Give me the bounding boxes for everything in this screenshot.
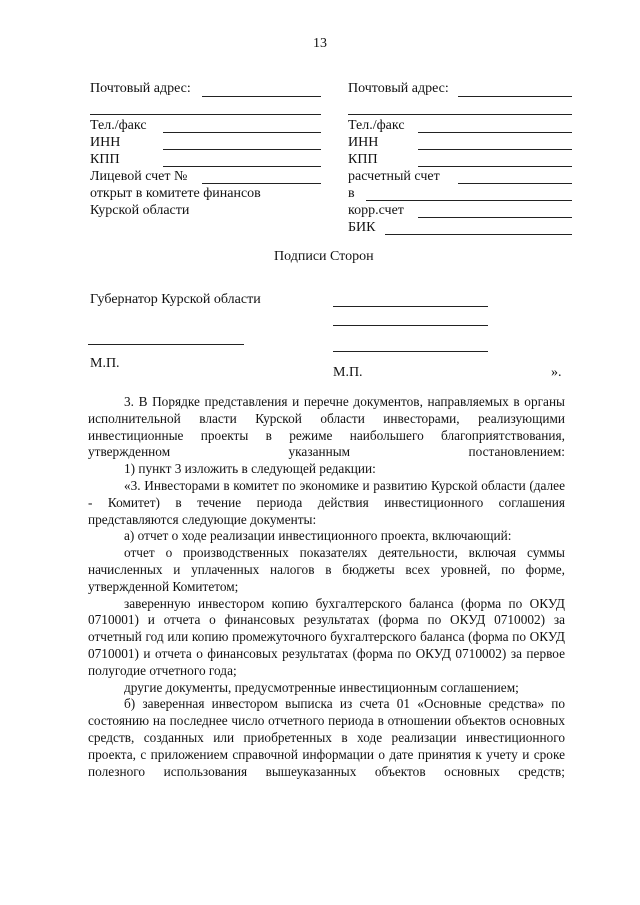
right-postal-address-label: Почтовый адрес: (348, 81, 449, 96)
left-postal-address-line-2 (90, 114, 321, 115)
left-postal-address-line (202, 96, 321, 97)
mp-left: М.П. (90, 356, 120, 371)
signatures-heading: Подписи Сторон (274, 249, 374, 264)
right-signature-line-3 (333, 351, 488, 352)
left-account-line (202, 183, 321, 184)
paragraph-5: отчет о производственных показателях деятельности, включая суммы начисленных и уплаченных налогов в бюджеты всех уровней, по форме, утвержденной Комитетом; (88, 545, 565, 594)
left-account-label: Лицевой счет № (90, 169, 188, 184)
right-corr-label: корр.счет (348, 203, 404, 218)
right-postal-address-line-2 (348, 114, 572, 115)
right-in-label: в (348, 186, 355, 201)
left-inn-line (163, 149, 321, 150)
paragraph-8: б) заверенная инвестором выписка из счета 01 «Основные средства» по состоянию на последнее число отчетного периода в отношении объектов основных средств, созданных или приобретенных в ходе реализации инвестиционного проекта, с приложением справочной информации о дате принятия к учету и сроке полезного использования вышеуказанных объектов основных средств; (88, 696, 565, 779)
right-bik-label: БИК (348, 220, 376, 235)
left-inn-label: ИНН (90, 135, 121, 150)
left-opened-line2: Курской области (90, 203, 190, 218)
paragraph-1: 3. В Порядке представления и перечне документов, направляемых в органы исполнительной власти Курской области инвесторами, реализующими инвестиционные проекты в режиме наибольшего благоприятствования, утвержденном указанным постановлением: (88, 394, 565, 460)
right-inn-label: ИНН (348, 135, 379, 150)
right-postal-address-line (458, 96, 572, 97)
right-corr-line (418, 217, 572, 218)
paragraph-6: заверенную инвестором копию бухгалтерского баланса (форма по ОКУД 0710001) и отчета о финансовых результатах (форма по ОКУД 0710002) за отчетный год или копию промежуточного бухгалтерского баланса (форма по ОКУД 0710001) и отчета о финансовых результатах (форма по ОКУД 0710002) за первое полугодие отчетного года; (88, 595, 565, 678)
paragraph-4: а) отчет о ходе реализации инвестиционного проекта, включающий: (124, 528, 512, 544)
right-kpp-label: КПП (348, 152, 378, 167)
governor-signature-line (88, 344, 244, 345)
right-inn-line (418, 149, 572, 150)
right-bik-line (385, 234, 572, 235)
amendment-body (88, 394, 565, 780)
left-opened-line1: открыт в комитете финансов (90, 186, 261, 201)
right-kpp-line (418, 166, 572, 167)
right-tel-fax-line (418, 132, 572, 133)
paragraph-2: 1) пункт 3 изложить в следующей редакции: (124, 461, 376, 477)
right-account-line (458, 183, 572, 184)
left-kpp-line (163, 166, 321, 167)
left-kpp-label: КПП (90, 152, 120, 167)
page-number: 13 (313, 36, 327, 51)
paragraph-3: «3. Инвесторами в комитет по экономике и развитию Курской области (далее - Комитет) в течение периода действия инвестиционного соглашения представляются следующие документы: (88, 477, 565, 527)
right-signature-line-2 (333, 325, 488, 326)
right-account-label: расчетный счет (348, 169, 440, 184)
governor-title: Губернатор Курской области (90, 292, 261, 307)
right-in-line (366, 200, 572, 201)
closing-quote: ». (551, 365, 562, 380)
left-postal-address-label: Почтовый адрес: (90, 81, 191, 96)
left-tel-fax-label: Тел./факс (90, 118, 147, 133)
right-signature-line-1 (333, 306, 488, 307)
paragraph-7: другие документы, предусмотренные инвестиционным соглашением; (124, 679, 519, 695)
left-tel-fax-line (163, 132, 321, 133)
mp-right: М.П. (333, 365, 363, 380)
right-tel-fax-label: Тел./факс (348, 118, 405, 133)
